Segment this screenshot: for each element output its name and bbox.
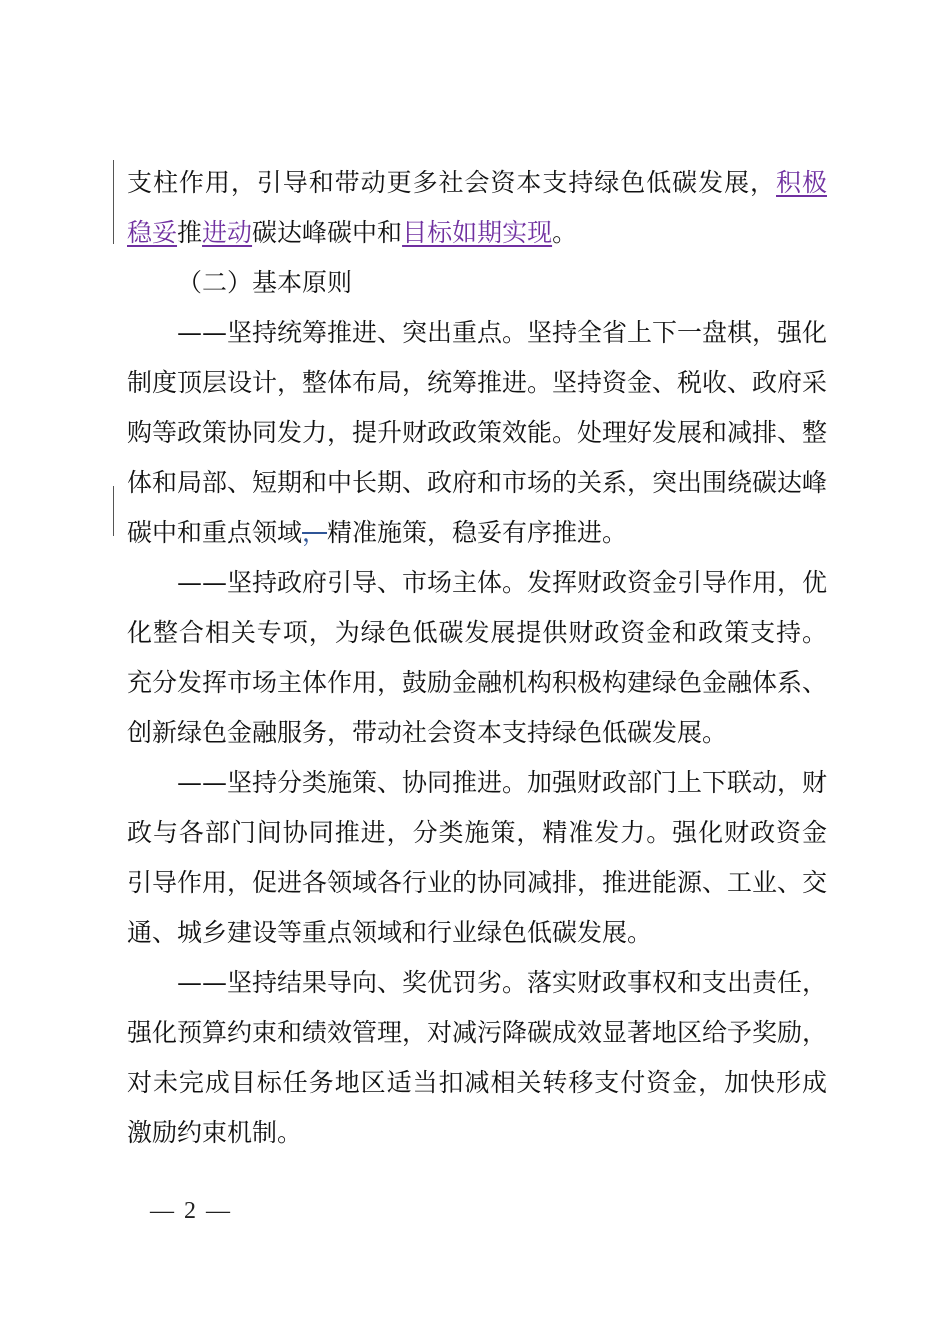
tracked-insertion: 进动 xyxy=(202,218,253,247)
text-run: 碳中和重点领域 xyxy=(127,518,303,547)
principle-1-line-3: 购等政策协同发力，提升财政政策效能。处理好发展和减排、整 xyxy=(127,418,828,447)
principle-2-line-2: 化整合相关专项，为绿色低碳发展提供财政资金和政策支持。 xyxy=(127,618,827,647)
principle-1-line-2: 制度顶层设计，整体布局，统筹推进。坚持资金、税收、政府采 xyxy=(127,368,828,397)
paragraph-1-line-1 xyxy=(127,158,827,208)
tracked-deletion: ， xyxy=(302,518,328,547)
tracked-insertion: 目标如期实现 xyxy=(402,218,553,247)
principle-3-line-3: 引导作用，促进各领域各行业的协同减排，推进能源、工业、交 xyxy=(127,868,828,897)
principle-2-line-1: ——坚持政府引导、市场主体。发挥财政资金引导作用，优 xyxy=(177,568,828,597)
principle-3-line-2: 政与各部门间协同推进，分类施策，精准发力。强化财政资金 xyxy=(127,818,827,847)
section-heading: （二）基本原则 xyxy=(177,268,353,297)
page-number: — 2 — xyxy=(150,1198,232,1224)
text-run: 推 xyxy=(177,218,203,247)
tracked-insertion: 积极 xyxy=(776,168,827,197)
principle-4-line-3: 对未完成目标任务地区适当扣减相关转移支付资金，加快形成 xyxy=(127,1068,827,1097)
principle-3-line-1: ——坚持分类施策、协同推进。加强财政部门上下联动，财 xyxy=(177,768,828,797)
change-bar-paragraph-1 xyxy=(113,160,114,244)
principle-2-line-4: 创新绿色金融服务，带动社会资本支持绿色低碳发展。 xyxy=(127,718,728,747)
paragraph-1-line-2 xyxy=(127,208,827,258)
tracked-insertion: 稳妥 xyxy=(127,218,178,247)
text-run: 。 xyxy=(552,218,578,247)
principle-1-line-4: 体和局部、短期和中长期、政府和市场的关系，突出围绕碳达峰 xyxy=(127,468,828,497)
principle-3-line-4: 通、城乡建设等重点领域和行业绿色低碳发展。 xyxy=(127,918,653,947)
document-body xyxy=(127,158,827,1158)
principle-1-line-1: ——坚持统筹推进、突出重点。坚持全省上下一盘棋，强化 xyxy=(177,318,828,347)
principle-1-line-5 xyxy=(127,508,827,558)
text-run: 精准施策，稳妥有序推进。 xyxy=(327,518,628,547)
principle-2-line-3: 充分发挥市场主体作用，鼓励金融机构积极构建绿色金融体系、 xyxy=(127,668,828,697)
text-run: 支柱作用，引导和带动更多社会资本支持绿色低碳发展， xyxy=(127,168,777,197)
principle-4-line-2: 强化预算约束和绩效管理，对减污降碳成效显著地区给予奖励， xyxy=(127,1018,828,1047)
principle-4-line-4: 激励约束机制。 xyxy=(127,1118,303,1147)
text-run: 碳达峰碳中和 xyxy=(252,218,403,247)
principle-4-line-1: ——坚持结果导向、奖优罚劣。落实财政事权和支出责任， xyxy=(177,968,828,997)
change-bar-principle-1 xyxy=(113,486,114,536)
